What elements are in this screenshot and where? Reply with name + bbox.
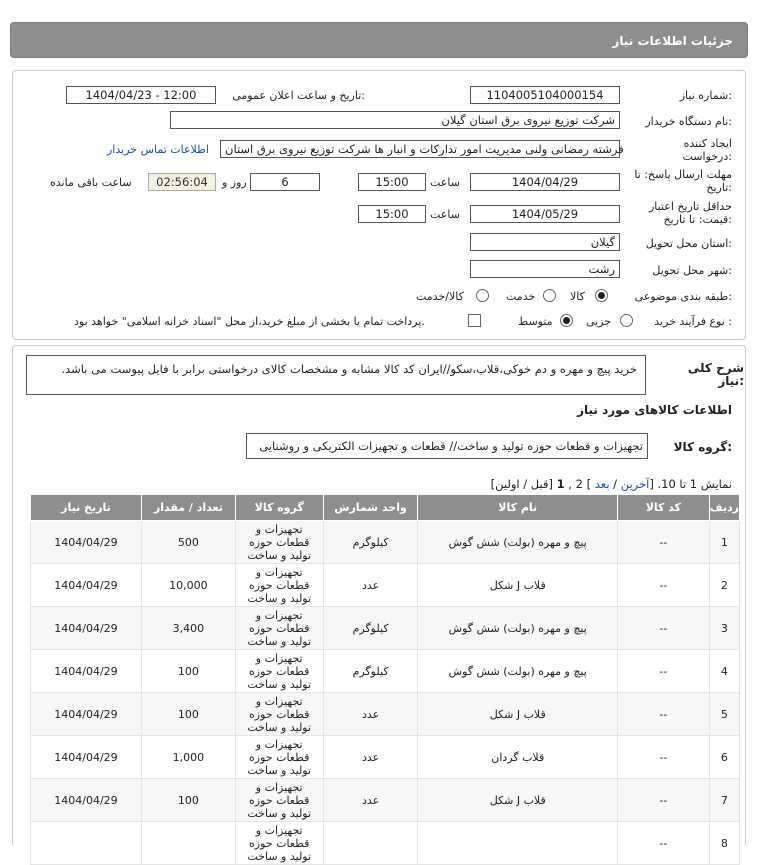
item-code-cell: -- [618, 736, 710, 779]
item-group-cell: تجهیزات و قطعات حوزه تولید و ساخت [235, 564, 323, 607]
validity-time-label: ساعت [430, 208, 460, 221]
item-need-date-cell: 1404/04/29 [31, 650, 142, 693]
col-code-header: کد کالا [618, 495, 710, 521]
creator-label: ایجاد کننده درخواست: [682, 137, 732, 163]
province-label: استان محل تحویل: [645, 237, 732, 250]
row-number-cell: 1 [709, 521, 739, 564]
item-unit-cell: عدد [323, 779, 418, 822]
need-number-label: شماره نیاز: [679, 89, 732, 102]
pagination-separator: / [609, 477, 621, 491]
item-code-cell: -- [618, 607, 710, 650]
table-row[interactable] [31, 564, 740, 607]
item-code-cell: -- [618, 564, 710, 607]
item-code-cell: -- [618, 650, 710, 693]
item-code-cell: -- [618, 779, 710, 822]
item-unit-cell: کیلوگرم [323, 521, 418, 564]
validity-label: حداقل تاریخ اعتبار قیمت: تا تاریخ: [648, 200, 732, 226]
treasury-payment-note: پرداخت تمام یا بخشی از مبلغ خرید،از محل "اسناد خزانه اسلامی" خواهد بود. [74, 315, 425, 328]
item-quantity-cell: 10,000 [141, 564, 235, 607]
pagination-prefix: نمایش 1 تا 10. [ [649, 477, 732, 491]
table-row[interactable] [31, 607, 740, 650]
table-row[interactable] [31, 822, 740, 865]
item-need-date-cell: 1404/04/29 [31, 779, 142, 822]
item-name-cell: پیچ و مهره (بولت) شش گوش [418, 607, 618, 650]
treasury-payment-checkbox[interactable] [468, 314, 481, 327]
table-row[interactable] [31, 693, 740, 736]
row-number-cell: 4 [709, 650, 739, 693]
item-group-cell: تجهیزات و قطعات حوزه تولید و ساخت [235, 650, 323, 693]
pagination [491, 477, 732, 491]
items-table [30, 494, 740, 865]
item-code-cell: -- [618, 521, 710, 564]
items-table-header [31, 495, 740, 521]
item-name-cell: قلاب J شکل [418, 779, 618, 822]
days-field: 6 [250, 173, 320, 191]
item-need-date-cell [31, 822, 142, 865]
remaining-timer: 02:56:04 [148, 173, 216, 191]
row-number-cell: 5 [709, 693, 739, 736]
pagination-page-2[interactable]: ] 2 , [568, 477, 592, 491]
item-group-cell: تجهیزات و قطعات حوزه تولید و ساخت [235, 693, 323, 736]
remaining-label: ساعت باقی مانده [50, 176, 132, 189]
col-name-header: نام کالا [418, 495, 618, 521]
item-name-cell: قلاب J شکل [418, 693, 618, 736]
buyer-contact-link[interactable]: اطلاعات تماس خریدار [107, 143, 209, 156]
item-quantity-cell: 100 [141, 779, 235, 822]
item-group-cell: تجهیزات و قطعات حوزه تولید و ساخت [235, 736, 323, 779]
item-quantity-cell: 500 [141, 521, 235, 564]
category-goods-radio[interactable] [595, 289, 608, 302]
pagination-last-link[interactable]: آخرین [620, 477, 650, 491]
process-medium-label: متوسط [518, 315, 553, 328]
item-unit-cell: عدد [323, 736, 418, 779]
description-label: شرح کلی نیاز: [687, 361, 744, 388]
goods-group-label: گروه کالا: [673, 440, 732, 454]
row-number-cell: 3 [709, 607, 739, 650]
validity-time-field: 15:00 [358, 205, 426, 223]
item-unit-cell: عدد [323, 564, 418, 607]
item-group-cell: تجهیزات و قطعات حوزه تولید و ساخت [235, 779, 323, 822]
deadline-time-label: ساعت [430, 176, 460, 189]
category-label: طبقه بندی موضوعی: [634, 290, 732, 303]
need-number-field: 1104005104000154 [470, 86, 620, 104]
row-number-cell: 8 [709, 822, 739, 865]
category-service-label: خدمت [506, 290, 536, 303]
row-number-cell: 6 [709, 736, 739, 779]
item-code-cell: -- [618, 693, 710, 736]
buyer-field: شرکت توزیع نیروی برق استان گیلان [170, 111, 620, 129]
creator-field: فرشته رمضانی ولنی مدیریت امور تدارکات و انبار ها شرکت توزیع نیروی برق استان [220, 140, 620, 158]
item-need-date-cell: 1404/04/29 [31, 607, 142, 650]
item-unit-cell: کیلوگرم [323, 650, 418, 693]
table-row[interactable] [31, 779, 740, 822]
process-minor-radio[interactable] [620, 314, 633, 327]
category-goods-label: کالا [570, 290, 585, 303]
item-need-date-cell: 1404/04/29 [31, 693, 142, 736]
item-group-cell: تجهیزات و قطعات حوزه تولید و ساخت [235, 607, 323, 650]
item-unit-cell [323, 822, 418, 865]
table-row[interactable] [31, 736, 740, 779]
province-field: گیلان [470, 233, 620, 251]
pagination-current-page: 1 [556, 477, 565, 491]
item-group-cell: تجهیزات و قطعات حوزه تولید و ساخت [235, 521, 323, 564]
process-minor-label: جزیی [586, 315, 612, 328]
pagination-suffix: [قبل / اولین] [490, 477, 553, 491]
col-row-header: ردیف [709, 495, 739, 521]
item-need-date-cell: 1404/04/29 [31, 521, 142, 564]
page-header [10, 22, 748, 58]
deadline-label: مهلت ارسال پاسخ: تا تاریخ: [634, 168, 732, 194]
row-number-cell: 7 [709, 779, 739, 822]
description-box [26, 355, 646, 395]
process-label: نوع فرآیند خرید : [654, 315, 732, 328]
goods-group-field: تجهیزات و قطعات حوزه تولید و ساخت// قطعات و تجهیزات الکتریکی و روشنایی [246, 433, 648, 459]
item-quantity-cell: 1,000 [141, 736, 235, 779]
announce-label: تاریخ و ساعت اعلان عمومی: [232, 89, 365, 102]
item-unit-cell: عدد [323, 693, 418, 736]
item-name-cell [418, 822, 618, 865]
item-name-cell: پیچ و مهره (بولت) شش گوش [418, 650, 618, 693]
deadline-time-field: 15:00 [358, 173, 426, 191]
item-quantity-cell: 100 [141, 650, 235, 693]
city-field: رشت [470, 260, 620, 278]
item-group-cell: تجهیزات و قطعات حوزه تولید و ساخت [235, 822, 323, 865]
col-date-header: تاریخ نیاز [31, 495, 142, 521]
item-need-date-cell: 1404/04/29 [31, 736, 142, 779]
item-name-cell: پیچ و مهره (بولت) شش گوش [418, 521, 618, 564]
item-code-cell: -- [618, 822, 710, 865]
category-goods-service-label: کالا/خدمت [416, 290, 464, 303]
description-text: خرید پیچ و مهره و دم خوکی،قلاب،سکو//ایران کد کالا مشابه و مشخصات کالای درخواستی برابر با فایل پیوست می باشد. [61, 362, 637, 376]
table-row[interactable] [31, 650, 740, 693]
item-unit-cell: کیلوگرم [323, 607, 418, 650]
col-group-header: گروه کالا [235, 495, 323, 521]
pagination-next-link[interactable]: بعد [594, 477, 610, 491]
table-row[interactable] [31, 521, 740, 564]
goods-section-title: اطلاعات کالاهای مورد نیاز [577, 403, 732, 417]
item-quantity-cell [141, 822, 235, 865]
col-qty-header: تعداد / مقدار [141, 495, 235, 521]
buyer-label: نام دستگاه خریدار: [645, 115, 732, 128]
item-name-cell: قلاب J شکل [418, 564, 618, 607]
days-label: روز و [222, 176, 247, 189]
category-service-radio[interactable] [543, 289, 556, 302]
validity-date-field: 1404/05/29 [470, 205, 620, 223]
announce-field: 1404/04/23 - 12:00 [66, 86, 216, 104]
item-name-cell: قلاب گردان [418, 736, 618, 779]
row-number-cell: 2 [709, 564, 739, 607]
process-medium-radio[interactable] [560, 314, 573, 327]
item-need-date-cell: 1404/04/29 [31, 564, 142, 607]
deadline-date-field: 1404/04/29 [470, 173, 620, 191]
city-label: شهر محل تحویل: [652, 264, 732, 277]
item-quantity-cell: 100 [141, 693, 235, 736]
page-title: جزئیات اطلاعات نیاز [612, 34, 733, 48]
category-goods-service-radio[interactable] [476, 289, 489, 302]
col-unit-header: واحد شمارش [323, 495, 418, 521]
item-quantity-cell: 3,400 [141, 607, 235, 650]
